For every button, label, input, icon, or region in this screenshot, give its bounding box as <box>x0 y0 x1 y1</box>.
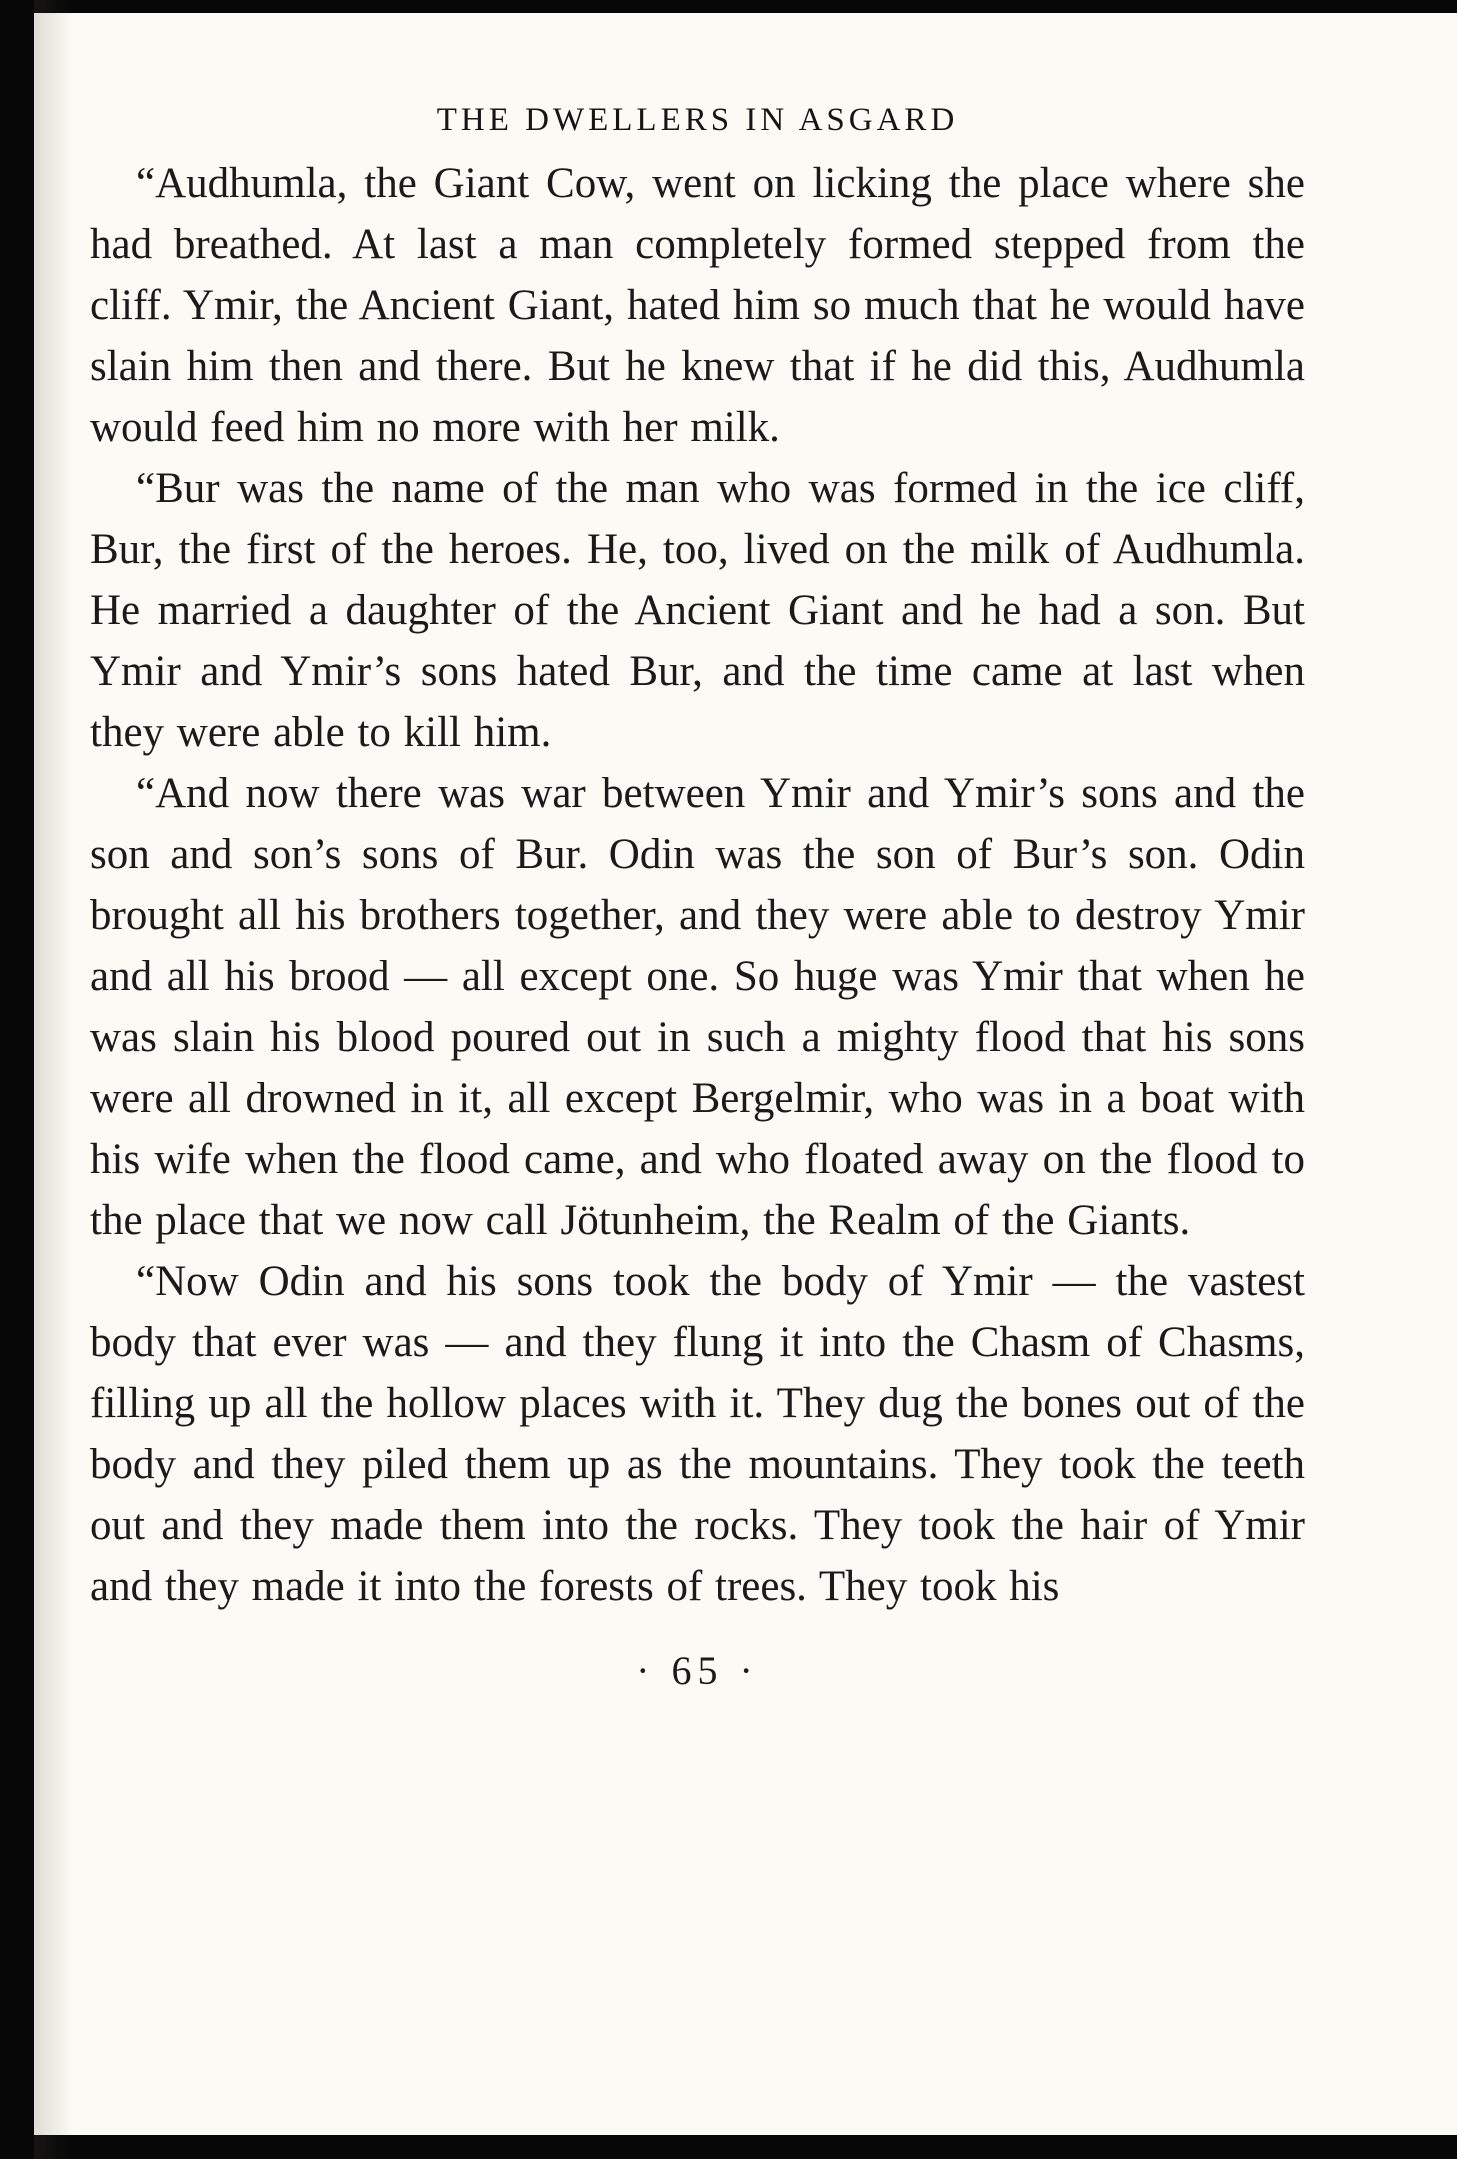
paragraph: “Audhumla, the Giant Cow, went on licking the place where she had breathed. At last a man completely formed stepped from the cliff. Ymir, the Ancient Giant, hated him so much that he would have slain him then and there. But he knew that if he did this, Audhumla would feed him no more with her milk. <box>90 160 1305 451</box>
page-number: · 65 · <box>636 1648 759 1693</box>
paragraph: “Now Odin and his sons took the body of Ymir — the vastest body that ever was — and they flung it into the Chasm of Chasms, filling up all the hollow places with it. They dug the bones out of the body and they piled them up as the mountains. They took the teeth out and they made them into the rocks. They took the hair of Ymir and they made it into the forests of trees. They took his <box>90 1258 1305 1610</box>
scan-edge-left <box>0 0 34 2159</box>
paragraph: “Bur was the name of the man who was formed in the ice cliff, Bur, the first of the heroes. He, too, lived on the milk of Audhumla. He married a daughter of the Ancient Giant and he had a son. But Ymir and Ymir’s sons hated Bur, and the time came at last when they were able to kill him. <box>90 465 1305 756</box>
running-header: THE DWELLERS IN ASGARD <box>436 102 959 138</box>
page-gutter-shadow <box>34 0 74 2159</box>
scan-edge-top <box>0 0 1457 13</box>
scan-edge-bottom <box>0 2135 1457 2159</box>
paragraph: “And now there was war between Ymir and Ymir’s sons and the son and son’s sons of Bur. Odin was the son of Bur’s son. Odin brought all his brothers together, and they were able to destroy Ymir and all his brood — all except one. So huge was Ymir that when he was slain his blood poured out in such a mighty flood that his sons were all drowned in it, all except Bergelmir, who was in a boat with his wife when the flood came, and who floated away on the flood to the place that we now call Jötunheim, the Realm of the Giants. <box>90 770 1305 1244</box>
page-content <box>90 102 1305 1694</box>
